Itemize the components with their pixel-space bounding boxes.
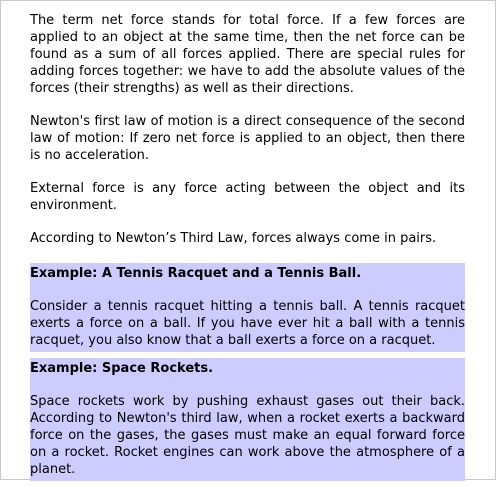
example-tennis-box <box>30 263 465 352</box>
third-law-paragraph: According to Newton’s Third Law, forces always come in pairs. <box>30 231 437 246</box>
first-law-paragraph: Newton's first law of motion is a direct consequence of the second law of motion: If zero net force is applied to an object, then there is no acceleration. <box>30 114 465 163</box>
net-force-paragraph: The term net force stands for total force. If a few forces are applied to an object at the same time, then the net force can be found as a sum of all forces applied. There are special rules for adding forces together: we have to add the absolute values of the forces (their strengths) as well as their directions. <box>30 13 465 96</box>
example-tennis-body: Consider a tennis racquet hitting a tennis ball. A tennis racquet exerts a force on a ball. If you have ever hit a ball with a tennis racquet, you also know that a ball exerts a force on a racquet. <box>30 299 465 348</box>
document-content <box>30 12 465 487</box>
example-rockets-body: Space rockets work by pushing exhaust gases out their back. According to Newton's third law, when a rocket exerts a backward force on the gases, the gases must make an equal forward force on a rocket. Rocket engines can work above the atmosphere of a planet. <box>30 394 465 477</box>
external-force-paragraph: External force is any force acting between the object and its environment. <box>30 181 465 213</box>
example-tennis-title: Example: A Tennis Racquet and a Tennis Ball. <box>30 266 362 281</box>
example-rockets-title: Example: Space Rockets. <box>30 361 214 376</box>
example-rockets-box <box>30 358 465 481</box>
